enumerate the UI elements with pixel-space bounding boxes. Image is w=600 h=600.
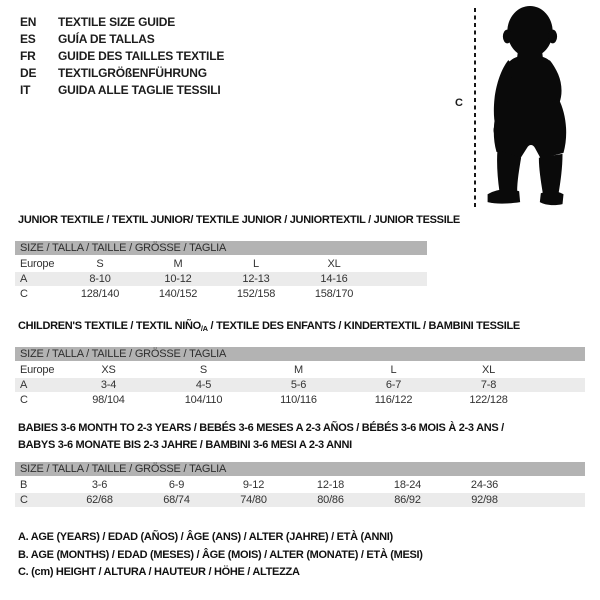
height-cell: 122/128	[441, 392, 536, 407]
height-measure-label: C	[455, 97, 463, 109]
age-cell: 10-12	[139, 271, 217, 286]
filler-cell	[536, 362, 585, 377]
table-header-bar: SIZE / TALLA / TAILLE / GRÖSSE / TAGLIA	[15, 347, 585, 362]
height-cell: 98/104	[61, 392, 156, 407]
height-cell: 152/158	[217, 286, 295, 301]
size-cell: XL	[295, 256, 373, 271]
junior-section-heading: JUNIOR TEXTILE / TEXTIL JUNIOR/ TEXTILE JUNIOR / JUNIORTEXTIL / JUNIOR TESSILE	[18, 214, 460, 226]
age-cell: 6-9	[138, 477, 215, 492]
age-cell: 6-7	[346, 377, 441, 392]
row-label: Europe	[15, 256, 61, 271]
age-cell: 3-6	[61, 477, 138, 492]
age-cell: 18-24	[369, 477, 446, 492]
age-cell: 14-16	[295, 271, 373, 286]
height-cell: 104/110	[156, 392, 251, 407]
age-cell: 5-6	[251, 377, 346, 392]
row-label: Europe	[15, 362, 61, 377]
table-row-age-months	[15, 477, 585, 492]
size-cell: L	[217, 256, 295, 271]
table-row-europe	[15, 362, 585, 377]
heading-text: CHILDREN'S TEXTILE / TEXTIL NIÑO	[18, 320, 201, 332]
age-cell: 24-36	[446, 477, 523, 492]
size-cell: S	[156, 362, 251, 377]
filler-cell	[373, 256, 427, 271]
row-label: C	[15, 492, 61, 507]
language-title: GUÍA DE TALLAS	[58, 31, 155, 46]
height-cell: 86/92	[369, 492, 446, 507]
table-header-row	[15, 462, 585, 477]
size-cell: M	[139, 256, 217, 271]
table-row-height	[15, 492, 585, 507]
language-title: TEXTILGRÖßENFÜHRUNG	[58, 65, 207, 80]
table-row-europe	[15, 256, 427, 271]
table-header-bar: SIZE / TALLA / TAILLE / GRÖSSE / TAGLIA	[15, 241, 427, 256]
size-cell: XS	[61, 362, 156, 377]
language-row-fr	[20, 47, 224, 64]
size-cell: M	[251, 362, 346, 377]
height-cell: 92/98	[446, 492, 523, 507]
size-cell: S	[61, 256, 139, 271]
legend-line-b: B. AGE (MONTHS) / EDAD (MESES) / ÂGE (MOIS) / ALTER (MONATE) / ETÀ (MESI)	[18, 548, 423, 561]
row-label: A	[15, 377, 61, 392]
babies-section-heading-line2: BABYS 3-6 MONATE BIS 2-3 JAHRE / BAMBINI 3-6 MESI A 2-3 ANNI	[18, 439, 352, 451]
language-row-es	[20, 30, 224, 47]
height-cell: 62/68	[61, 492, 138, 507]
filler-cell	[523, 492, 585, 507]
height-dashed-line	[474, 8, 476, 208]
age-cell: 7-8	[441, 377, 536, 392]
age-cell: 4-5	[156, 377, 251, 392]
language-code: IT	[20, 82, 31, 97]
table-header-row	[15, 347, 585, 362]
language-list	[20, 13, 224, 98]
height-cell: 110/116	[251, 392, 346, 407]
height-cell: 158/170	[295, 286, 373, 301]
row-label: C	[15, 392, 61, 407]
height-cell: 74/80	[215, 492, 292, 507]
size-figure	[440, 0, 600, 215]
filler-cell	[523, 477, 585, 492]
size-cell: L	[346, 362, 441, 377]
language-title: GUIDA ALLE TAGLIE TESSILI	[58, 82, 221, 97]
filler-cell	[536, 377, 585, 392]
language-code: EN	[20, 14, 37, 29]
children-size-table	[15, 347, 585, 408]
children-section-heading	[18, 320, 520, 333]
heading-subscript: /A	[200, 324, 208, 333]
language-title: TEXTILE SIZE GUIDE	[58, 14, 176, 29]
language-code: DE	[20, 65, 37, 80]
height-cell: 68/74	[138, 492, 215, 507]
size-cell: XL	[441, 362, 536, 377]
junior-size-table	[15, 241, 427, 302]
height-cell: 140/152	[139, 286, 217, 301]
language-code: ES	[20, 31, 36, 46]
legend-line-a: A. AGE (YEARS) / EDAD (AÑOS) / ÂGE (ANS) / ALTER (JAHRE) / ETÀ (ANNI)	[18, 531, 393, 543]
language-code: FR	[20, 48, 36, 63]
filler-cell	[373, 286, 427, 301]
filler-cell	[373, 271, 427, 286]
table-row-height	[15, 392, 585, 407]
row-label: A	[15, 271, 61, 286]
legend-line-c: C. (cm) HEIGHT / ALTURA / HAUTEUR / HÖHE / ALTEZZA	[18, 566, 300, 578]
table-row-age	[15, 271, 427, 286]
row-label: C	[15, 286, 61, 301]
babies-section-heading-line1: BABIES 3-6 MONTH TO 2-3 YEARS / BEBÉS 3-6 MESES A 2-3 AÑOS / BÉBÉS 3-6 MOIS À 2-3 ANS /	[18, 422, 504, 434]
age-cell: 9-12	[215, 477, 292, 492]
language-title: GUIDE DES TAILLES TEXTILE	[58, 48, 225, 63]
age-cell: 12-18	[292, 477, 369, 492]
babies-size-table	[15, 462, 585, 508]
toddler-silhouette-image	[483, 4, 575, 211]
table-row-age	[15, 377, 585, 392]
height-cell: 128/140	[61, 286, 139, 301]
age-cell: 12-13	[217, 271, 295, 286]
height-cell: 80/86	[292, 492, 369, 507]
height-cell: 116/122	[346, 392, 441, 407]
age-cell: 3-4	[61, 377, 156, 392]
language-row-de	[20, 64, 224, 81]
legend	[18, 531, 423, 584]
age-cell: 8-10	[61, 271, 139, 286]
language-row-en	[20, 13, 224, 30]
heading-text: / TEXTILE DES ENFANTS / KINDERTEXTIL / BAMBINI TESSILE	[207, 320, 520, 332]
filler-cell	[536, 392, 585, 407]
table-header-row	[15, 241, 427, 256]
row-label: B	[15, 477, 61, 492]
table-row-height	[15, 286, 427, 301]
table-header-bar: SIZE / TALLA / TAILLE / GRÖSSE / TAGLIA	[15, 462, 585, 477]
language-row-it	[20, 81, 224, 98]
